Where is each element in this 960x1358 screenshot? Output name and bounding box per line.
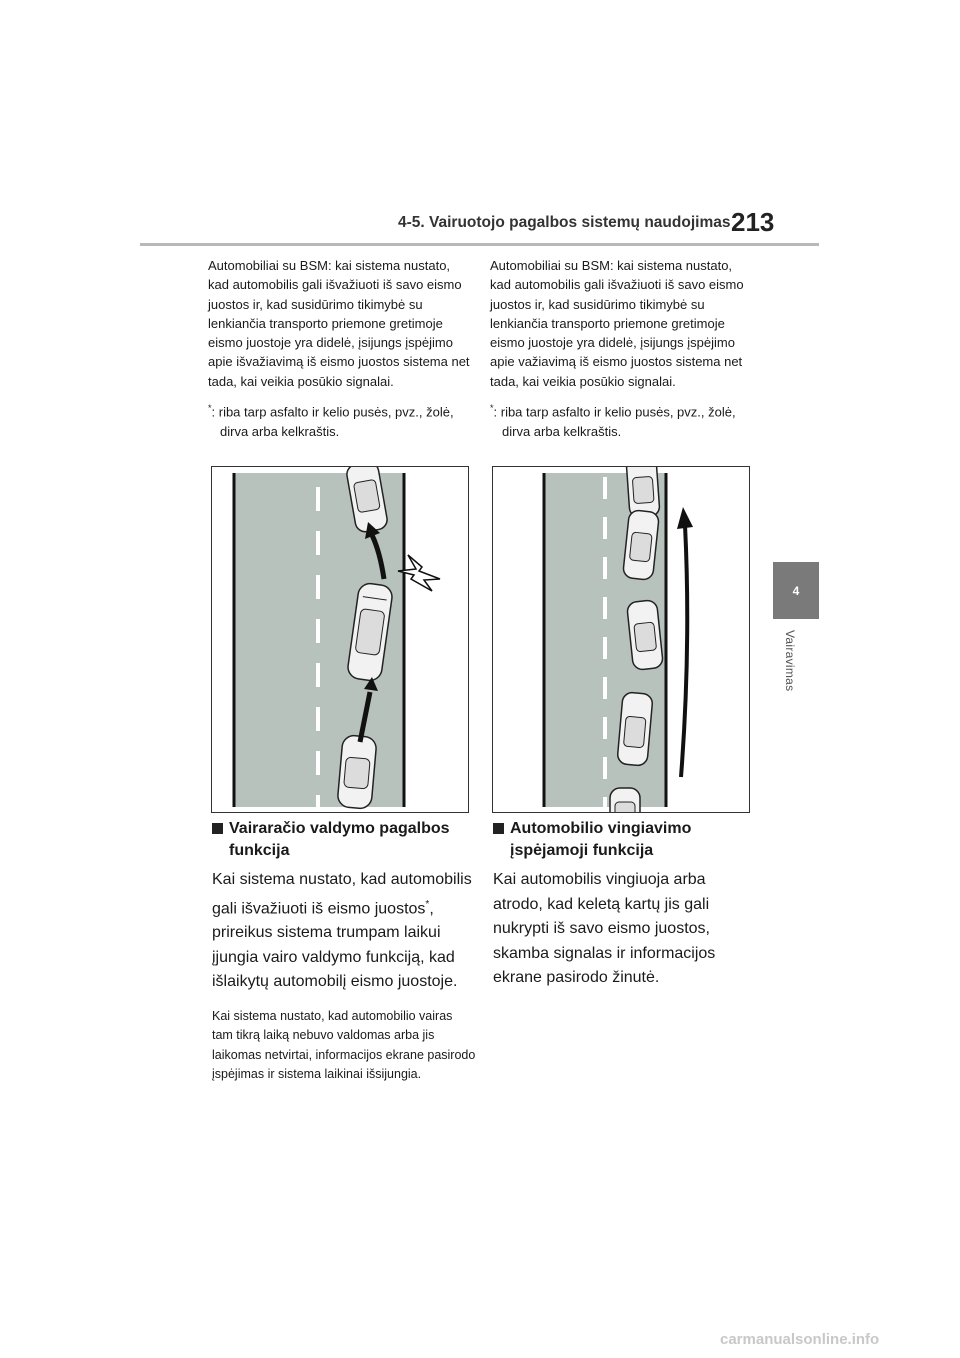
right-intro-text: Automobiliai su BSM: kai sistema nustato, kad automobilis gali išvažiuoti iš savo eismo juostos ir, kad susidūrimo tikimybė su lenkiančia transporto priemone gretimoje eismo juostoje yra didelė, įsijungs įspėjimo apie važiavimą iš eismo juostos sistema net tada, kai veikia posūkio signalai. [490, 258, 744, 389]
watermark-url: carmanualsonline.info [720, 1331, 880, 1348]
right-footnote [490, 399, 752, 441]
chapter-number: 4 [792, 583, 800, 598]
left-body-block [212, 818, 476, 1084]
left-intro-block [208, 256, 470, 441]
car-position-4 [617, 692, 653, 766]
right-intro-block [490, 256, 752, 441]
lane-keep-figure [211, 466, 469, 813]
left-footnote [208, 399, 470, 441]
sway-illustration [493, 467, 749, 812]
right-body-block [493, 818, 755, 991]
body-footnote-marker: * [425, 898, 430, 910]
direction-arrow [681, 525, 687, 777]
section-title: 4-5. Vairuotojo pagalbos sistemų naudojimas [398, 214, 731, 231]
right-body-text: Kai automobilis vingiuoja arba atrodo, kad keletą kartų jis gali nukrypti iš savo eismo juostos, skamba signalas ir informacijos ekrane pasirodo žinutė. [493, 871, 716, 986]
bullet-square-icon [493, 823, 504, 834]
bullet-square-icon [212, 823, 223, 834]
car-position-5 [610, 788, 640, 812]
footnote-text: : riba tarp asfalto ir kelio pusės, pvz., žolė, dirva arba kelkraštis. [211, 404, 454, 439]
left-small-note: Kai sistema nustato, kad automobilio vairas tam tikrą laiką nebuvo valdomas arba jis laikomas netvirtai, informacijos ekrane pasirodo įspėjimas ir sistema laikinai išsijungia. [212, 1008, 476, 1082]
car-position-2 [623, 510, 660, 581]
chapter-tab [773, 562, 819, 619]
left-body-text: Kai sistema nustato, kad automobilis gali išvažiuoti iš eismo juostos*, prireikus sistema trumpam laikui įjungia vairo valdymo funkciją, kad išlaikytų automobilį eismo juostoje. [212, 871, 472, 991]
chapter-label: Vairavimas [783, 630, 797, 692]
footnote-marker: * [490, 403, 494, 414]
car-behind [337, 735, 377, 810]
left-intro-text: Automobiliai su BSM: kai sistema nustato, kad automobilis gali išvažiuoti iš savo eismo juostos ir, kad susidūrimo tikimybė su lenkiančia transporto priemone gretimoje eismo juostoje yra didelė, įsijungs įspėjimo apie išvažiavimą iš eismo juostos sistema net tada, kai veikia posūkio signalai. [208, 258, 470, 389]
page-number: 213 [731, 207, 775, 237]
car-position-3 [627, 600, 664, 671]
header-divider [140, 243, 819, 246]
lane-keep-illustration [212, 467, 468, 812]
direction-arrow-head [677, 507, 693, 529]
sway-warning-figure [492, 466, 750, 813]
left-heading: Vairaračio valdymo pagalbos funkcija [212, 818, 476, 862]
footnote-text: : riba tarp asfalto ir kelio pusės, pvz., žolė, dirva arba kelkraštis. [493, 404, 736, 439]
right-heading: Automobilio vingiavimo įspėjamoji funkcija [493, 818, 755, 862]
footnote-marker: * [208, 403, 212, 414]
